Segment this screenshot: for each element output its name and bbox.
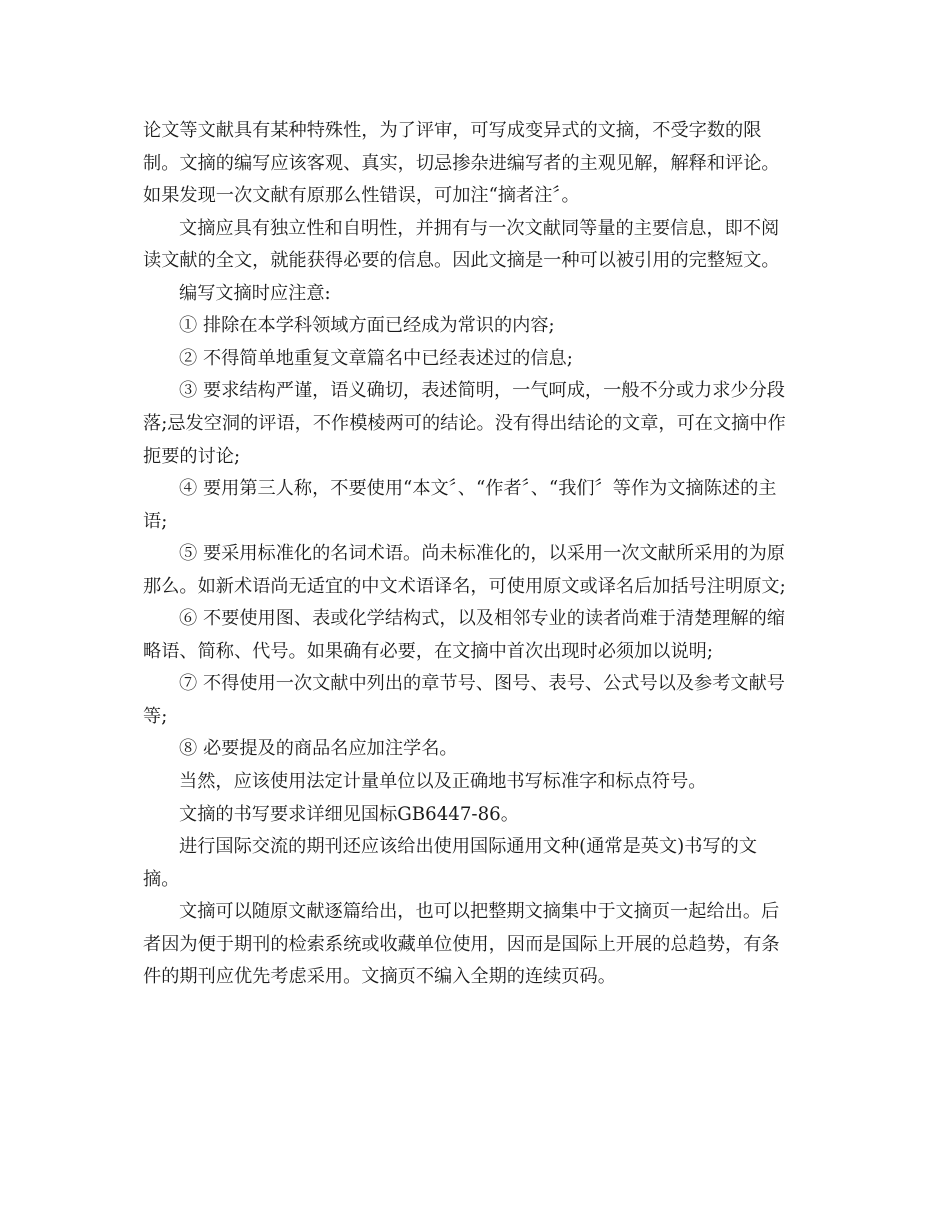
text-line: 读文献的全文，就能获得必要的信息。因此文摘是一种可以被引用的完整短文。: [143, 250, 780, 272]
text-line: 者因为便于期刊的检索系统或收藏单位使用，因而是国际上开展的总趋势，有条: [143, 933, 780, 955]
text-line: 文摘可以随原文献逐篇给出，也可以把整期文摘集中于文摘页一起给出。后: [179, 901, 780, 923]
text-line: 扼要的讨论;: [143, 445, 241, 467]
text-line: 摘。: [143, 868, 180, 890]
text-line: 当然，应该使用法定计量单位以及正确地书写标准字和标点符号。: [179, 771, 707, 792]
text-line: 落;忌发空洞的评语，不作模棱两可的结论。没有得出结论的文章，可在文摘中作: [143, 412, 786, 434]
text-line: 等;: [143, 705, 168, 727]
text-line: 制。文摘的编写应该客观、真实，切忌掺杂进编写者的主观见解，解释和评论。: [143, 152, 780, 174]
text-line: ② 不得简单地重复文章篇名中已经表述过的信息;: [179, 347, 573, 369]
text-line: 编写文摘时应注意:: [179, 282, 331, 304]
text-line: ⑤ 要采用标准化的名词术语。尚未标准化的，以采用一次文献所采用的为原: [179, 543, 785, 565]
text-line: 文摘应具有独立性和自明性，并拥有与一次文献同等量的主要信息，即不阅: [179, 217, 780, 239]
text-line: 语;: [143, 510, 168, 532]
text-line: ⑥ 不要使用图、表或化学结构式，以及相邻专业的读者尚难于清楚理解的缩: [179, 608, 785, 630]
text-line: 那么。如新术语尚无适宜的中文术语译名，可使用原文或译名后加括号注明原文;: [143, 575, 786, 597]
text-line: ③ 要求结构严谨，语义确切，表述简明，一气呵成，一般不分或力求少分段: [179, 380, 785, 402]
text-line: 件的期刊应优先考虑采用。文摘页不编入全期的连续页码。: [143, 966, 616, 988]
text-line: 文摘的书写要求详细见国标GB6447-86。: [179, 803, 519, 825]
text-line: ⑦ 不得使用一次文献中列出的章节号、图号、表号、公式号以及参考文献号: [179, 673, 785, 695]
text-line: 论文等文献具有某种特殊性，为了评审，可写成变异式的文摘，不受字数的限: [143, 120, 762, 141]
text-line: 如果发现一次文献有原那么性错误，可加注“摘者注〞。: [143, 185, 580, 207]
text-line: ⑧ 必要提及的商品名应加注学名。: [179, 738, 458, 760]
text-line: 进行国际交流的期刊还应该给出使用国际通用文种(通常是英文)书写的文: [179, 836, 758, 858]
text-line: ④ 要用第三人称，不要使用“本文〞、“作者〞、“我们〞等作为文摘陈述的主: [179, 478, 777, 500]
text-line: ① 排除在本学科领域方面已经成为常识的内容;: [179, 315, 555, 337]
text-line: 略语、简称、代号。如果确有必要，在文摘中首次出现时必须加以说明;: [143, 640, 713, 662]
